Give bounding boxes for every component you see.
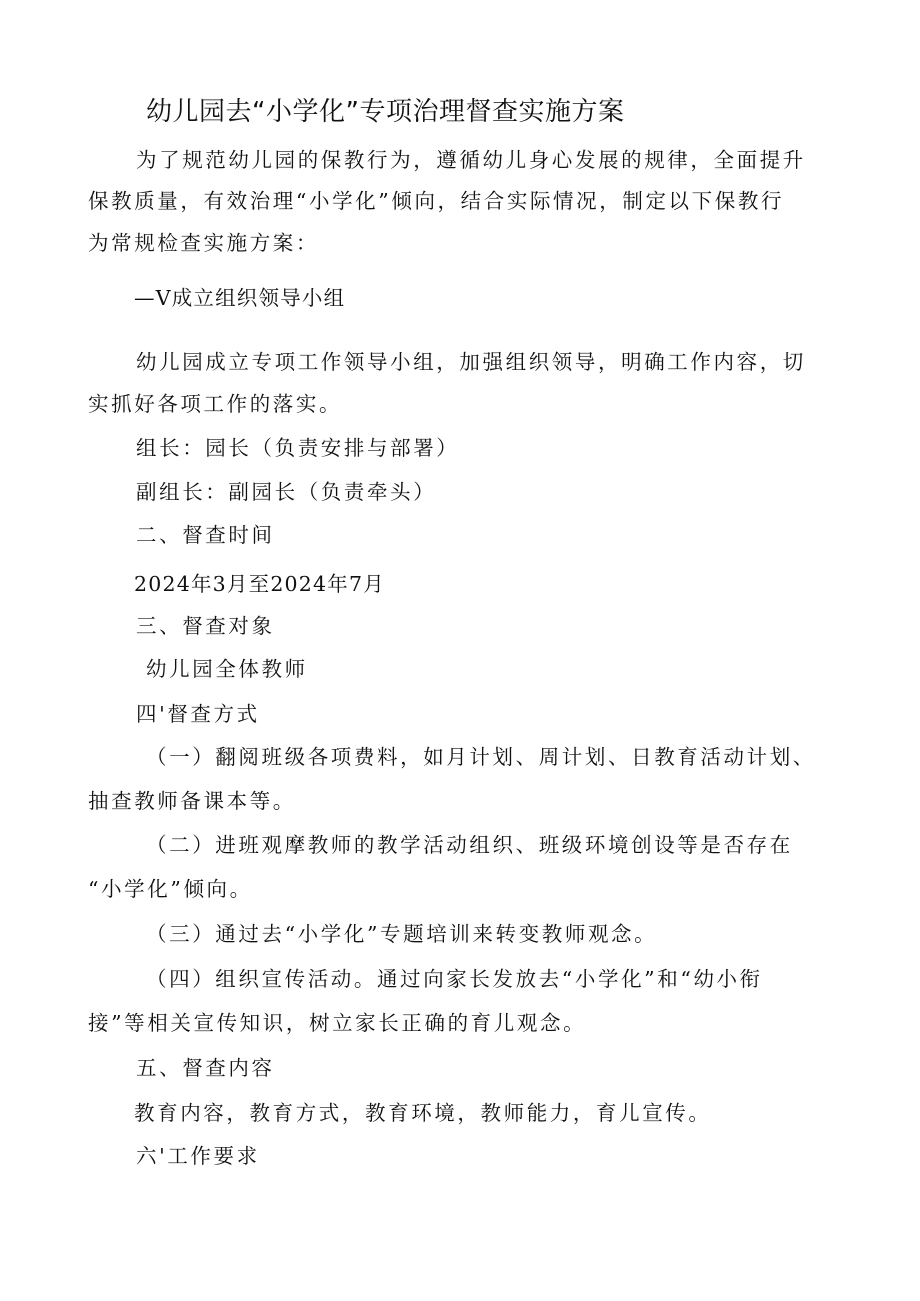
group-deputy-leader: 副组长：副园长（负责牵头） bbox=[136, 480, 437, 504]
section-4-heading: 四'督查方式 bbox=[136, 702, 260, 726]
method-4-line-1: （四）组织宣传活动。通过向家长发放去“小学化”和“幼小衔 bbox=[146, 967, 763, 991]
section-1-heading: —V成立组织领导小组 bbox=[134, 286, 346, 310]
method-1-line-2: 抽查教师备课本等。 bbox=[88, 789, 296, 813]
section-5-heading: 五、督查内容 bbox=[136, 1056, 275, 1080]
intro-line-2: 保教质量，有效治理“小学化”倾向，结合实际情况，制定以下保教行 bbox=[88, 189, 785, 213]
method-3: （三）通过去“小学化”专题培训来转变教师观念。 bbox=[146, 922, 658, 946]
section-1-para-line-2: 实抓好各项工作的落实。 bbox=[88, 392, 343, 416]
document-title: 幼儿园去“小学化”专项治理督查实施方案 bbox=[146, 97, 625, 127]
section-1-para-line-1: 幼儿园成立专项工作领导小组，加强组织领导，明确工作内容，切 bbox=[136, 350, 806, 374]
group-leader: 组长：园长（负责安排与部署） bbox=[136, 436, 460, 460]
section-3-heading: 三、督查对象 bbox=[136, 614, 275, 638]
method-2-line-2: “小学化”倾向。 bbox=[88, 877, 253, 901]
inspection-period: 2024年3月至2024年7月 bbox=[134, 572, 385, 596]
intro-line-1: 为了规范幼儿园的保教行为，遵循幼儿身心发展的规律，全面提升 bbox=[136, 148, 806, 172]
inspection-target: 幼儿园全体教师 bbox=[146, 657, 308, 681]
section-6-heading: 六'工作要求 bbox=[136, 1144, 260, 1168]
section-2-heading: 二、督查时间 bbox=[136, 523, 275, 547]
method-1-line-1: （一）翻阅班级各项费料，如月计划、周计划、日教育活动计划、 bbox=[146, 745, 816, 769]
inspection-content: 教育内容，教育方式，教育环境，教师能力，育儿宣传。 bbox=[134, 1101, 712, 1125]
intro-line-3: 为常规检查实施方案： bbox=[88, 231, 319, 255]
method-4-line-2: 接”等相关宣传知识，树立家长正确的育儿观念。 bbox=[88, 1011, 587, 1035]
method-2-line-1: （二）进班观摩教师的教学活动组织、班级环境创设等是否存在 bbox=[146, 833, 793, 857]
